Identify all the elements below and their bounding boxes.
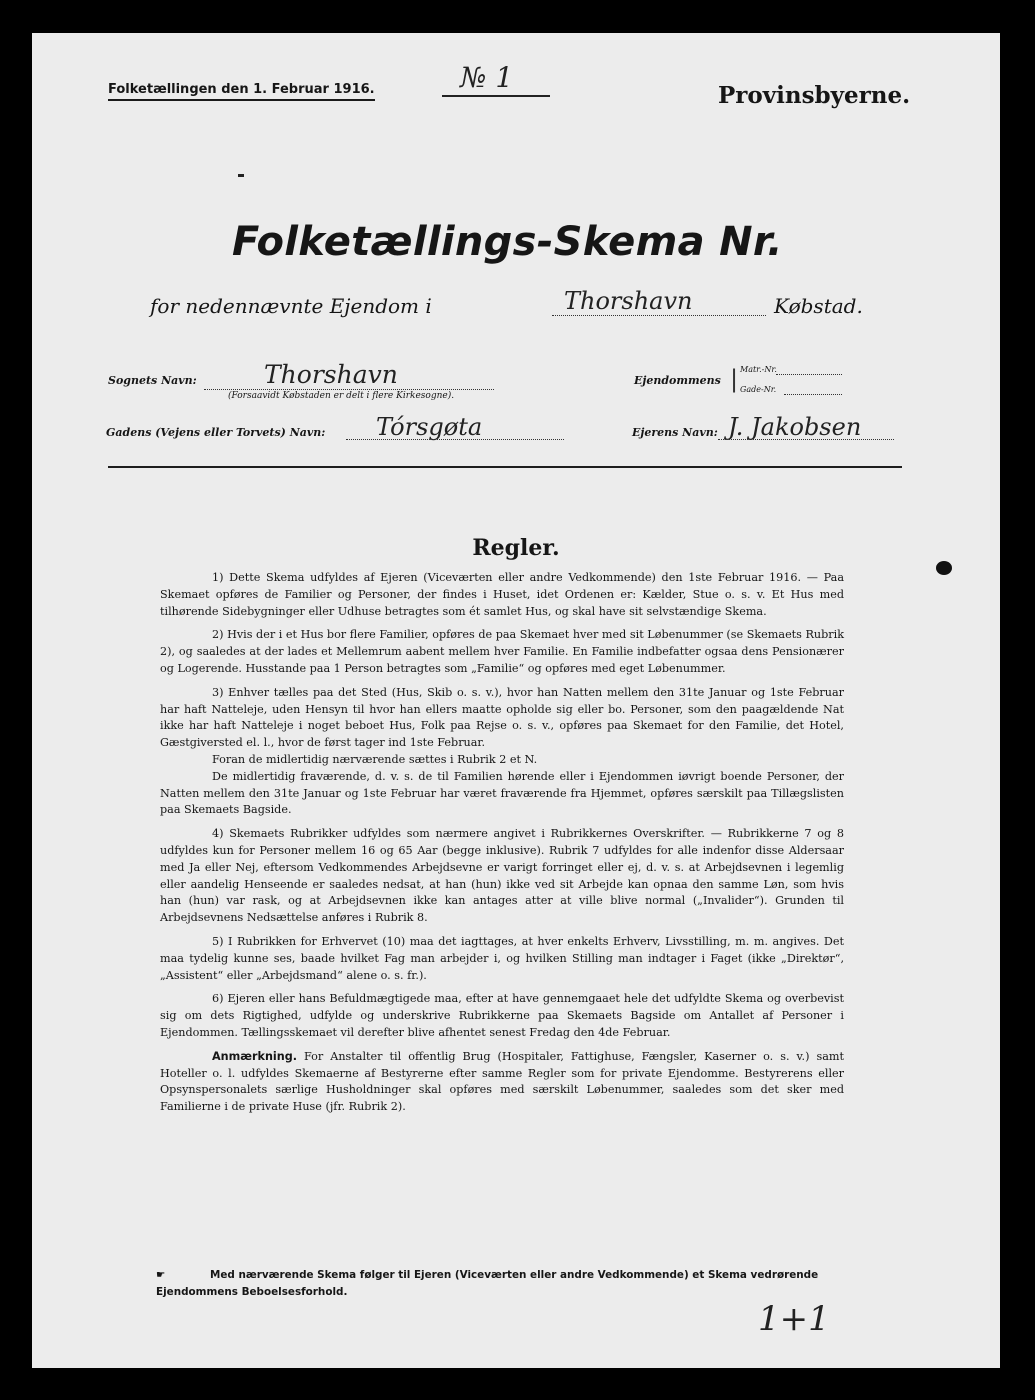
ink-spot — [936, 561, 952, 575]
census-date-line: Folketællingen den 1. Februar 1916. — [108, 82, 375, 101]
remark — [160, 1049, 844, 1116]
street-dotted-line — [346, 439, 564, 440]
census-form-page — [32, 33, 1000, 1368]
remark-text: For Anstalter til offentlig Brug (Hospitaler, Fattighuse, Fængsler, Kaserner o. s. v.) samt Hoteller o. l. udfyldes Skemaerne af Bestyrerne efter samme Regler som for private Ejendomme. Bestyrerens eller Opsynspersonalets særlige Husholdninger skal opføres med særskilt Løbenummer, saaledes som det sker med Familierne i de private Huse (jfr. Rubrik 2). — [160, 1049, 845, 1114]
gade-label: Gade-Nr. — [740, 385, 777, 394]
form-subtitle: for nedennævnte Ejendom i — [150, 294, 432, 318]
rule-1: 1) Dette Skema udfyldes af Ejeren (Viceværten eller andre Vedkommende) den 1ste Februar 1916. — Paa Skemaet opføres de Familier og Personer, der findes i Huset, idet Ordenen er: Kælder, Stue o. s. v. Et Hus med tilhørende Sidebygninger eller Udhuse betragtes som ét samlet Hus, og skal have sit selvstændige Skema. — [160, 571, 844, 618]
matr-dotted-line — [776, 374, 842, 375]
parish-label: Sognets Navn: — [108, 374, 197, 387]
pointing-hand-icon: ☛ — [156, 1269, 165, 1281]
rules-heading: Regler. — [472, 535, 560, 561]
region-heading: Provinsbyerne. — [718, 82, 911, 109]
rule-3: 3) Enhver tælles paa det Sted (Hus, Skib o. s. v.), hvor han Natten mellem den 31te Januar og 1ste Februar har haft Natteleje, uden Hensyn til hvor han ellers maatte opholde sig eller bo. Personer, som den paagældende Nat ikke har haft Natteleje i noget beboet Hus, Folk paa Rejse o. s. v., opføres paa Skemaet for den Familie, det Hotel, Gæstgiversted el. l., hvor de først tager ind 1ste Februar. — [160, 685, 844, 750]
parish-value: Thorshavn — [264, 360, 398, 389]
section-divider — [108, 466, 902, 468]
town-dotted-line — [552, 315, 766, 316]
form-title: Folketællings-Skema Nr. — [232, 219, 783, 265]
town-suffix: Købstad. — [774, 294, 863, 318]
street-value: Tórsgøta — [376, 413, 483, 441]
brace-icon: | — [730, 365, 739, 393]
form-number-underline — [442, 95, 550, 97]
street-label: Gadens (Vejens eller Torvets) Navn: — [106, 426, 326, 439]
gade-dotted-line — [784, 394, 842, 395]
rule-4: 4) Skemaets Rubrikker udfyldes som nærmere angivet i Rubrikkernes Overskrifter. — Rubrikkerne 7 og 8 udfyldes kun for Personer mellem 16 og 65 Aar (begge inklusive). Rubrik 7 udfyldes for alle indenfor disse Aldersaar med Ja eller Nej, eftersom Vedkommendes Arbejdsevne er varigt forringet eller ej, d. v. s. at Arbejdsevnen i legemlig eller aandelig Henseende er saaledes nedsat, at han (hun) ikke ved sit Arbejde kan opnaa den samme Løn, som hvis han (hun) var rask, og at Arbejdsevnen ikke kan antages atter at ville blive normal („Invalider“). Grunden til Arbejdsevnens Nedsættelse anføres i Rubrik 8. — [160, 827, 844, 925]
footer-notice — [156, 1267, 846, 1301]
rule-6: 6) Ejeren eller hans Befuldmægtigede maa, efter at have gennemgaaet hele det udfyldte Skema og overbevist sig om dets Rigtighed, udfylde og underskrive Rubrikkerne paa Skemaets Bagside om Antallet af Personer i Ejendommen. Tællingsskemaet vil derefter blive afhentet senest Fredag den 4de Februar. — [160, 992, 844, 1039]
corner-handwritten-note: 1+1 — [758, 1299, 830, 1339]
rule-2: 2) Hvis der i et Hus bor flere Familier, opføres de paa Skemaet hver med sit Løbenummer (se Skemaets Rubrik 2), og saaledes at der lades et Mellemrum aabent mellem hver Familie. En Familie indbefatter ogsaa dens Pensionærer og Logerende. Husstande paa 1 Person betragtes som „Familie“ og opføres med eget Løbenummer. — [160, 628, 844, 675]
rule-3-absent: De midlertidig fraværende, d. v. s. de til Familien hørende eller i Ejendommen iøvrigt boende Personer, der Natten mellem den 31te Januar og 1ste Februar har været fraværende fra Hjemmet, opføres særskilt paa Tillægslisten paa Skemaets Bagside. — [160, 769, 844, 817]
matr-label: Matr.-Nr. — [740, 365, 777, 374]
owner-dotted-line — [718, 439, 894, 440]
rules-body — [160, 570, 844, 1123]
parish-dotted-line — [204, 389, 494, 390]
property-label: Ejendommens — [634, 374, 721, 387]
handwritten-form-number: № 1 — [460, 61, 514, 94]
remark-lead: Anmærkning. — [212, 1049, 297, 1063]
town-handwritten: Thorshavn — [564, 287, 693, 315]
rule-5: 5) I Rubrikken for Erhvervet (10) maa det iagttages, at hver enkelts Erhverv, Livsstilling, m. m. angives. Det maa tydelig kunne ses, baade hvilket Fag man arbejder i, og hvilken Stilling man indtager i Faget (ikke „Direktør“, „Assistent“ eller „Arbejdsmand“ alene o. s. fr.). — [160, 934, 844, 982]
print-dash-mark — [238, 174, 244, 177]
owner-value: J. Jakobsen — [728, 413, 862, 441]
footer-notice-text: Med nærværende Skema følger til Ejeren (Viceværten eller andre Vedkommende) et Skema vedrørende Ejendommens Beboelsesforhold. — [156, 1269, 819, 1298]
parish-note: (Forsaavidt Købstaden er delt i flere Kirkesogne). — [228, 391, 455, 401]
owner-label: Ejerens Navn: — [632, 426, 718, 439]
rule-3-present-mark: Foran de midlertidig nærværende sættes i Rubrik 2 et N. — [212, 752, 538, 766]
